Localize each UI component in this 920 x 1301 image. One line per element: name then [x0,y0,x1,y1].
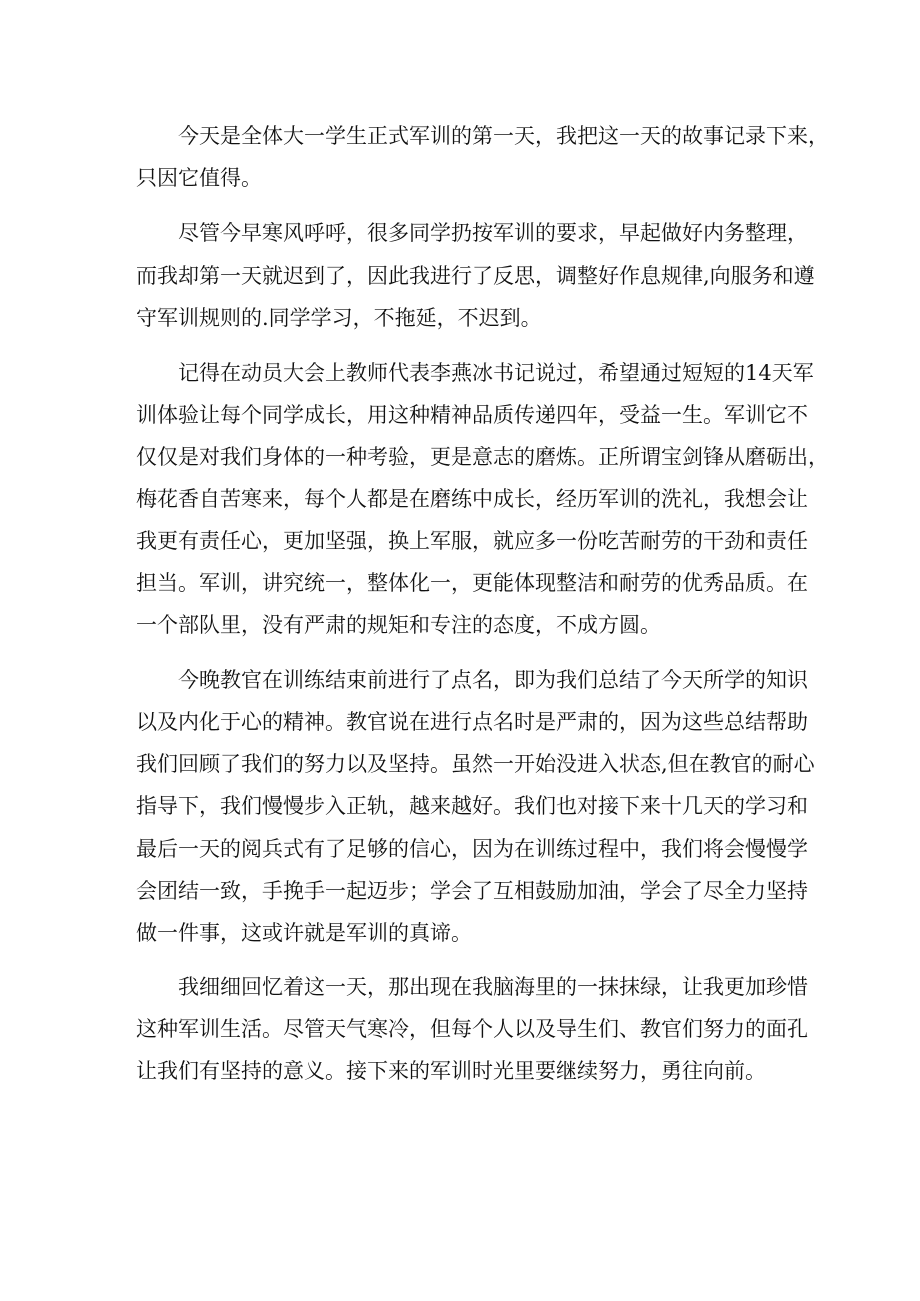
text-line: 今天是全体大一学生正式军训的第一天，我把这一天的故事记录下来， [178,124,829,148]
text-line: 守军训规则的.同学学习，不拖延，不迟到。 [136,306,542,330]
text-line: 最后一天的阅兵式有了足够的信心，因为在训练过程中，我们将会慢慢学 [136,837,808,861]
text-line: 我们回顾了我们的努力以及坚持。虽然一开始没进入状态,但在教官的耐心 [136,752,815,776]
text-line: 今晚教官在训练结束前进行了点名，即为我们总结了今天所学的知识 [178,668,808,692]
text-line: 仅仅是对我们身体的一种考验，更是意志的磨炼。正所谓宝剑锋从磨砺出， [136,445,829,469]
text-line: 尽管今早寒风呼呼，很多同学扔按军训的要求，早起做好内务整理， [178,221,808,245]
text-line: 一个部队里，没有严肃的规矩和专注的态度，不成方圆。 [136,613,661,637]
text-line: 这种军训生活。尽管天气寒冷，但每个人以及导生们、教官们努力的面孔 [136,1017,808,1041]
text-line: 担当。军训，讲究统一，整体化一，更能体现整洁和耐劳的优秀品质。在 [136,571,808,595]
text-line: 以及内化于心的精神。教官说在进行点名时是严肃的，因为这些总结帮助 [136,710,808,734]
text-line: 我更有责任心，更加坚强，换上军服，就应多一份吃苦耐劳的干劲和责任 [136,529,808,553]
text-line: 做一件事，这或许就是军训的真谛。 [136,921,472,945]
text-line: 而我却第一天就迟到了，因此我进行了反思，调整好作息规律,向服务和遵 [136,264,815,288]
text-line: 梅花香自苦寒来，每个人都是在磨练中成长，经历军训的洗礼，我想会让 [136,487,808,511]
text-line: 训体验让每个同学成长，用这种精神品质传递四年，受益一生。军训它不 [136,403,808,427]
text-line: 会团结一致，手挽手一起迈步；学会了互相鼓励加油，学会了尽全力坚持 [136,879,808,903]
text-line: 我细细回忆着这一天，那出现在我脑海里的一抹抹绿，让我更加珍惜 [178,975,808,999]
text-line: 指导下，我们慢慢步入正轨，越来越好。我们也对接下来十几天的学习和 [136,794,808,818]
text-line: 让我们有坚持的意义。接下来的军训时光里要继续努力，勇往向前。 [136,1059,766,1083]
text-line: 只因它值得。 [136,166,262,190]
text-line: 记得在动员大会上教师代表李燕冰书记说过，希望通过短短的14天军 [178,361,814,385]
